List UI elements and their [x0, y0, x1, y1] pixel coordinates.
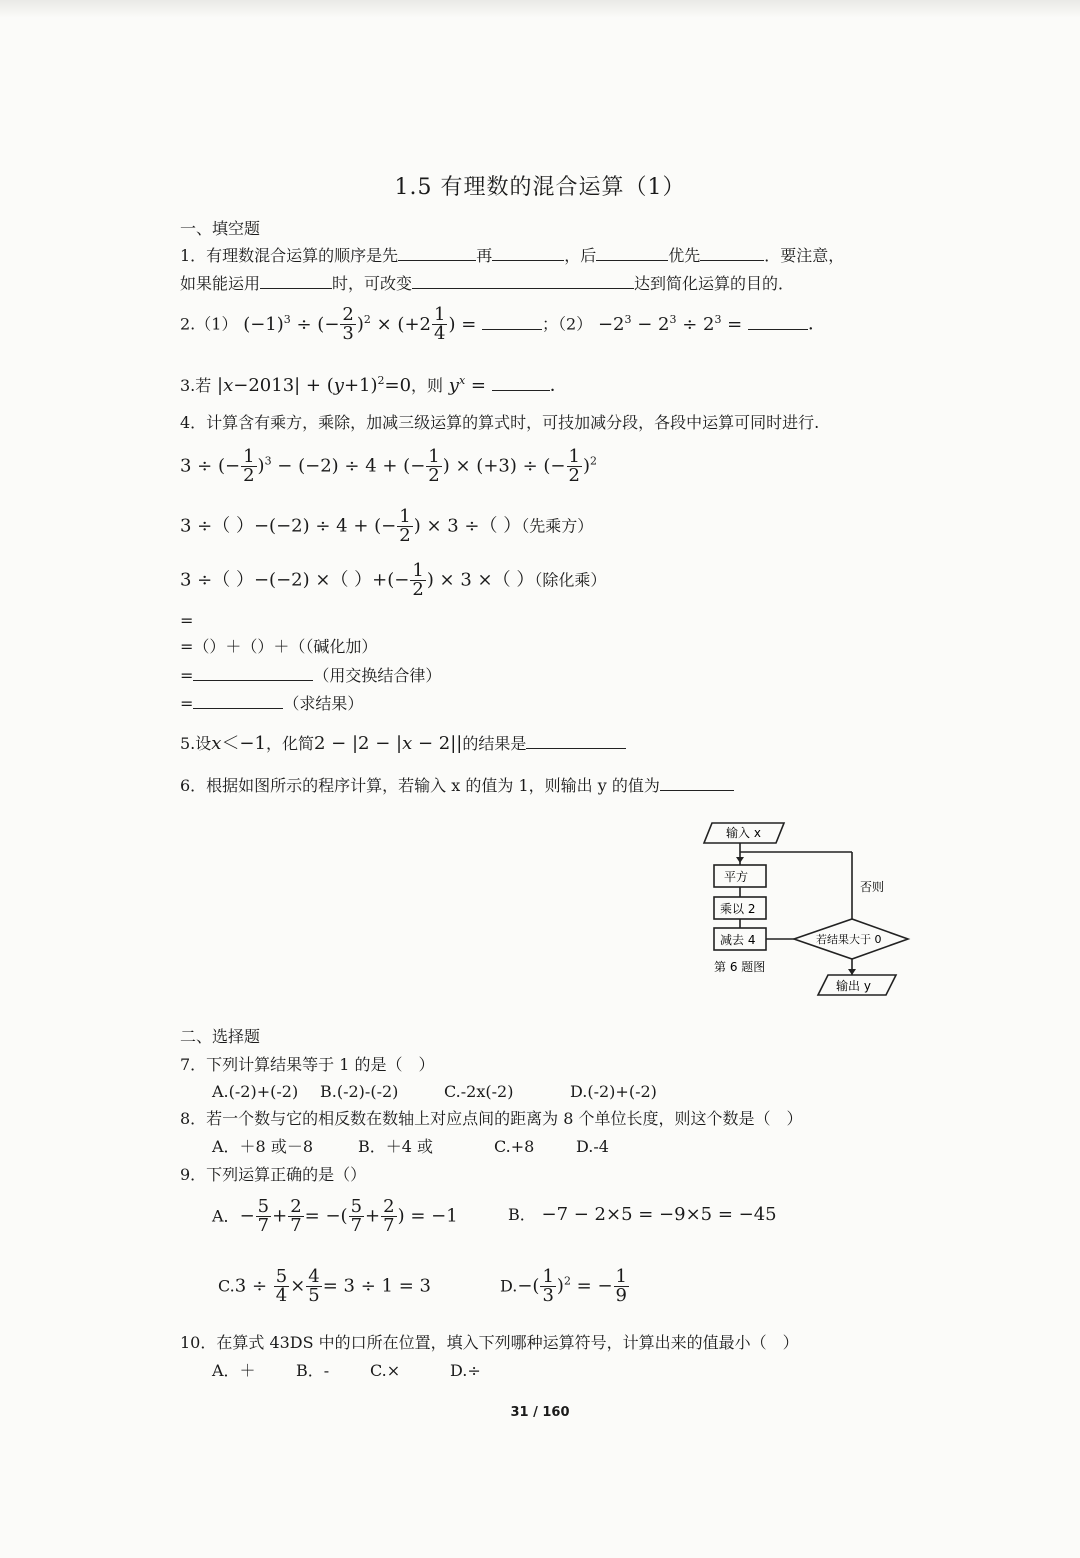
q1-blank-4[interactable] — [700, 244, 764, 261]
question-4-expr-3: 3 ÷（ ）−(−2) ×（ ）+(− $\frac{1}{2}$ ) × 3 ×（ ）（除化乘） — [180, 560, 607, 600]
q7-option-a[interactable]: A.(-2)+(-2) — [212, 1082, 299, 1101]
q10-option-a[interactable]: A．＋ — [212, 1361, 256, 1380]
q2-expr-1: $(-1)^3$ ÷ (− $\frac{2}{3}$ )$^2$ × (+2 $\frac{1}{4}$ ) = — [243, 304, 477, 344]
q10-option-b[interactable]: B．- — [296, 1361, 330, 1380]
question-4-eq-2: =（）＋（）＋（（碱化加） — [180, 637, 378, 656]
q1-text-e: ．要注意， — [764, 246, 845, 265]
q2-expr-2: $-2^3 - 2^3 \div 2^3$ = — [597, 312, 743, 335]
q3-expr: $|x-2013| + (y+1)^2=0$ — [217, 374, 412, 396]
q5-text-c: 的结果是 — [462, 734, 527, 753]
q8-option-d[interactable]: D.-4 — [576, 1137, 609, 1156]
q2-blank-1[interactable] — [482, 313, 542, 330]
q7-option-d[interactable]: D.(-2)+(-2) — [570, 1082, 657, 1101]
q1-blank-3[interactable] — [596, 244, 668, 261]
question-6 — [180, 774, 734, 797]
flow-sub-label: 减去 4 — [720, 933, 756, 947]
flow-else-label: 否则 — [860, 880, 885, 894]
q2-label-2: ；（2） — [542, 314, 593, 334]
question-7-options — [212, 1081, 657, 1103]
page-number: 31 / 160 — [510, 1405, 570, 1420]
q1-blank-2[interactable] — [492, 244, 564, 261]
page-title: 1.5 有理数的混合运算（1） — [394, 175, 686, 200]
flow-caption: 第 6 题图 — [714, 960, 766, 974]
q5-expr: 2 − |2 − |x − 2|| — [314, 733, 463, 754]
q6-blank[interactable] — [660, 774, 734, 791]
q10-option-c[interactable]: C.× — [370, 1361, 401, 1380]
q4-note-1: （先乘方） — [521, 516, 594, 536]
q4-blank-2[interactable] — [193, 692, 283, 709]
q3-expr-2: $y^x$ = — [448, 374, 486, 396]
q7-option-c[interactable]: C.-2x(-2) — [444, 1082, 514, 1101]
question-1-line1 — [180, 244, 844, 267]
question-1-line2 — [180, 272, 794, 295]
q9-label-c: C. — [218, 1276, 235, 1296]
q9-label-b: B． — [508, 1205, 536, 1224]
q5-text-a: 5.设 — [180, 734, 212, 753]
q1-text-h: 达到简化运算的目的． — [634, 274, 795, 293]
question-8: 8．若一个数与它的相反数在数轴上对应点间的距离为 8 个单位长度，则这个数是（ ） — [180, 1109, 803, 1128]
q1-text-g: 时，可改变 — [332, 274, 413, 293]
q5-text-b: ，化简 — [265, 734, 314, 753]
q4-note-2: （除化乘） — [534, 570, 607, 590]
q1-blank-1[interactable] — [398, 244, 476, 261]
question-8-options — [212, 1136, 609, 1158]
flow-cond-label: 若结果大于 0 — [816, 933, 882, 946]
question-9: 9．下列运算正确的是（） — [180, 1165, 367, 1184]
q4-blank-1[interactable] — [193, 664, 313, 681]
question-10-options — [212, 1360, 481, 1382]
q8-option-b[interactable]: B．＋4 或 — [358, 1137, 434, 1156]
q3-blank[interactable] — [492, 374, 550, 391]
question-9-option-d[interactable]: D.−( $\frac{1}{3}$ )$^2$ = − $\frac{1}{9}$ — [500, 1266, 627, 1306]
q2-label: 2.（1） — [180, 314, 238, 334]
q10-option-d[interactable]: D.÷ — [450, 1361, 481, 1380]
q6-text: 6．根据如图所示的程序计算，若输入 x 的值为 1，则输出 y 的值为 — [180, 776, 660, 795]
question-4-expr-2: 3 ÷（ ）−(−2) ÷ 4 + (− $\frac{1}{2}$ ) × 3 ÷（ ）（先乘方） — [180, 506, 594, 546]
q1-text-f: 如果能运用 — [180, 274, 261, 293]
q8-option-c[interactable]: C.+8 — [494, 1137, 535, 1156]
flow-input-label: 输入 x — [726, 826, 761, 840]
section-choice: 二、选择题 — [180, 1027, 261, 1046]
q9-label-d: D. — [500, 1276, 518, 1296]
flow-output-label: 输出 y — [836, 979, 871, 993]
question-9-option-c[interactable]: C.3 ÷ $\frac{5}{4}$ × $\frac{4}{5}$ = 3 ÷ 1 = 3 — [218, 1266, 431, 1306]
q2-blank-2[interactable] — [748, 313, 808, 330]
question-4-eq-4: = （求结果） — [180, 694, 364, 713]
question-5 — [180, 732, 626, 755]
q1-text-b: 再 — [476, 246, 493, 265]
scan-edge — [0, 0, 1080, 18]
question-4-text: 4．计算含有乘方，乘除，加减三级运算的算式时，可技加减分段，各段中运算可同时进行. — [180, 413, 820, 432]
question-9-option-a[interactable]: A．− $\frac{5}{7}$ + $\frac{2}{7}$ = −( $\frac{5}{7}$ + $\frac{2}{7}$ ) = −1 — [212, 1196, 458, 1236]
question-4-eq-1: = — [180, 611, 194, 630]
q3-text-b: ，则 — [411, 376, 444, 395]
question-2 — [180, 306, 826, 343]
q3-end: ． — [549, 375, 568, 396]
flowchart-diagram — [700, 815, 930, 1015]
flow-square-label: 平方 — [724, 870, 749, 884]
question-4-eq-3: = （用交换结合律） — [180, 666, 442, 685]
q2-end: ． — [808, 313, 826, 335]
q1-blank-6[interactable] — [412, 272, 634, 289]
flow-mul-label: 乘以 2 — [720, 902, 756, 916]
q3-label: 3.若 — [180, 376, 212, 395]
q1-blank-5[interactable] — [260, 272, 332, 289]
section-fill-blank: 一、填空题 — [180, 219, 261, 238]
q5-cond: x＜−1 — [211, 733, 266, 754]
q9-label-a: A． — [212, 1206, 240, 1226]
question-7: 7．下列计算结果等于 1 的是（ ） — [180, 1055, 435, 1074]
question-10: 10．在算式 43DS 中的口所在位置，填入下列哪种运算符号，计算出来的值最小（ ） — [180, 1333, 799, 1352]
q5-blank[interactable] — [526, 732, 626, 749]
q1-text-d: 优先 — [668, 246, 701, 265]
question-3 — [180, 370, 568, 397]
q4-note-4: （求结果） — [283, 694, 364, 713]
q7-option-b[interactable]: B.(-2)-(-2) — [320, 1082, 399, 1101]
q1-text-c: ，后 — [564, 246, 597, 265]
question-9-option-b[interactable]: B． −7 − 2×5 = −9×5 = −45 — [508, 1204, 777, 1225]
question-4-expr-1: 3 ÷ (− $\frac{1}{2}$ )$^3$ − (−2) ÷ 4 + (− $\frac{1}{2}$ ) × (+3) ÷ (− $\frac{1}{2}$ )$^2$ — [180, 446, 597, 486]
q4-note-3: （用交换结合律） — [313, 666, 442, 685]
q8-option-a[interactable]: A．＋8 或－8 — [212, 1137, 314, 1156]
q1-text-a: 1．有理数混合运算的顺序是先 — [180, 246, 399, 265]
